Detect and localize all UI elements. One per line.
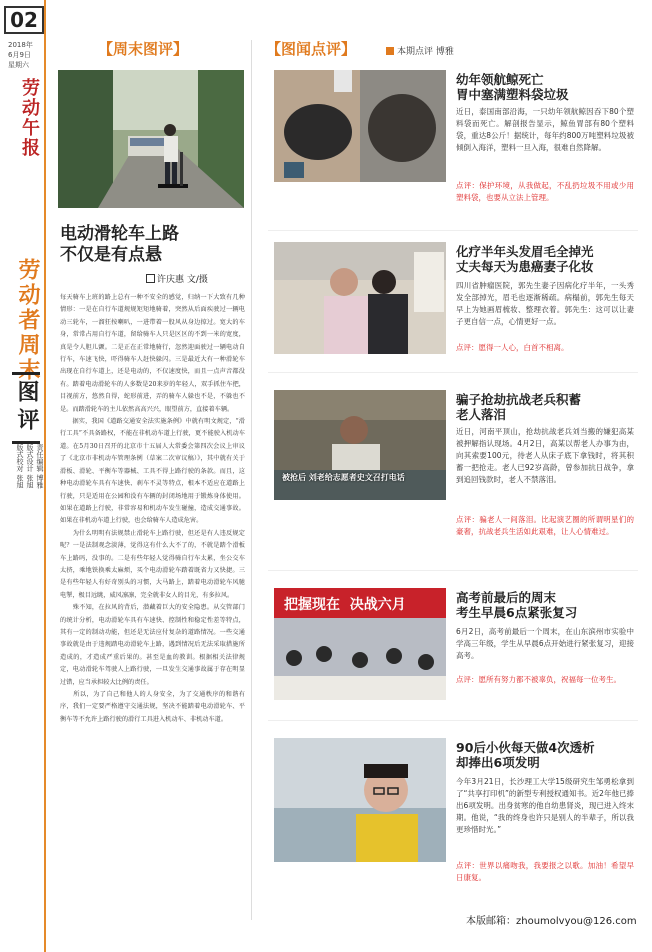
sidebar — [0, 0, 48, 952]
news-body-1: 近日，泰国南部沿海，一只幼年领航鲸因吞下80个塑料袋而死亡。解剖报告显示，鲸鱼胃部有80个塑料袋，重达8公斤！据统计，每年约800万吨塑料垃圾被倾倒入海洋，塑料一旦入海，很难自然降解。 — [456, 107, 634, 152]
news-comment-5: 点评：世界以痛吻我，我要报之以歌。加油！希望早日康复。 — [456, 861, 634, 882]
news-body-5: 今年3月21日，长沙理工大学15级研究生邹勇松拿到了“共享打印机”的新型专利授权通知书。近2年他已捧出6项发明。出身贫寒的他自幼患肾炎，现已进入终末期。他说，“我的终身也许只是别人的半辈子，所以我更珍惜时光。” — [456, 777, 634, 834]
news-separator — [268, 230, 638, 231]
news-title-3: 骗子抢劫抗战老兵积蓄 老人落泪 — [456, 392, 582, 422]
main-article-body: 每天骑车上班的路上总有一种不安全的感觉，归纳一下大致有几种情形：一是在自行车道规规矩矩地骑着，突然从后面疾驶过一辆电动三轮车，一溜狂按喇叭，一进带着一股风从身边掠过。宽大的车身，常常占用自行车道，留给骑车人只是区区的不到一米的宽度，真是令人胆儿颤。二是正在正常地骑行，忽然迎面驶过一辆电动自行车，车速飞快，吓得骑车人赶快躲闪。三是最近大有一种滑轮车出现在自行车道上，还是电动的，不仅速度快，而且一点声音都没有。踏着电动滑轮车的人多数是20来岁的年轻人，双手抓住车把，目视前方，悠然自得，蛇形前进，弄的骑车人躲也不是，不躲也不是。而踏滑轮车的主儿依然高高兴兴，眼望前方，直接着车辆。 据实，我国《道路交通安全法实施条例》中就有明文规定，“滑行工具”不具备路权，不能在非机动车道上行驶，更不能驶入机动车道。在5月30日召开的北京市十五届人大常委会第四次会议上审议了《北京市非机动车管理条例（草案二次审议稿）》，其中就有关于滑板、滑轮、平衡车等器械、工具不得上路行驶的条款。而且，这种电动滑轮车具有车速快、刹车不灵等特点，根本不适应在道路上行驶，只是适用在公园和没有车辆的封闭场地用于锻炼身体使用。如果在道路上行驶，非常容易和机动车发生碰撞，造成交通事故。如果在非机动车道上行驶，也会给骑车人造成危害。 为什么明明有法规禁止滑轮车上路行驶，但还是有人违反规定呢？一是法制观念淡薄，觉得这有什么大不了的，不就是踏个滑板车上路吗，没事的。二是有些年轻人觉得骑自行车太累，坐公交车太挤，乘地铁换乘太麻烦，买个电动滑轮车踏着既省力又快捷。三是有些年轻人有好奇别头的习惯，大马路上，踏着电动滑轮车风驰电掣，极目远眺，威风凛凛，完全就非女人的目光，有多拉风。 殊不知，在拉风的背后，潜藏着巨大的安全隐患。从交管部门的统计分析，电动滑轮车具有车速快、控制性和稳定性差等特点，其有一定的制动功能，但还是无法应付复杂的道路情况。一些交通事故就是由于违规踏电动滑轮车上路，遇到情况后无法采取措施所造成的，才造成严重后果的。甚至是血的教训。根据相关法律规定，电动滑轮车驾驶人上路行驶，一旦发生交通事故属于存在明显过错，应当承担较大比例的责任。 所以，为了自己和他人的人身安全，为了交通秩序的和谐有序，我们一定要严格遵守交通法规，坚决不能踏着电动滑轮车、平衡车等不允许上路行驶的滑行工具进入机动车、非机动车道。 — [60, 294, 245, 723]
main-article-byline: 许庆惠 文/摄 — [146, 272, 208, 285]
news-comment-3: 点评：骗老人一间落泪。比起演艺圈的所谓明星们的豪奢，抗战老兵生活如此艰难，让人心情难过。 — [456, 515, 634, 536]
news-separator — [268, 372, 638, 373]
news-separator — [268, 570, 638, 571]
news-title-5: 90后小伙每天做4次透析 却捧出6项发明 — [456, 740, 595, 770]
main-article-headline: 电动滑轮车上路 不仅是有点悬 — [60, 224, 179, 265]
section-title-left: 【周末图评】 — [98, 40, 189, 58]
news-photo-veteran — [274, 390, 446, 500]
section-title-right: 【图闻点评】 — [266, 40, 357, 58]
inventor-portrait-photo — [274, 738, 446, 862]
main-article-photo — [58, 70, 244, 208]
page-number: 02 — [4, 6, 44, 34]
footer-email: 本版邮箱：zhoumolvyou@126.com — [466, 916, 637, 927]
news-title-4: 高考前最后的周末 考生早晨6点紧张复习 — [456, 590, 578, 620]
street-scooter-photo — [58, 70, 244, 208]
veteran-photo — [274, 390, 446, 500]
date-line: 2018年 6月9日 星期六 — [8, 41, 33, 69]
news-body-4: 6月2日，高考前最后一个周末，在山东滨州市实验中学高三年级，学生从早晨6点开始进行紧张复习，迎接高考。 — [456, 627, 634, 660]
editor-credits: 责任编辑 博雅 版式设计 张旭 版式校对 张旭 — [16, 444, 44, 489]
news-title-1: 幼年领航鲸死亡 胃中塞满塑料袋垃圾 — [456, 72, 569, 102]
news-comment-4: 点评：愿所有努力都不被辜负，祝福每一位考生。 — [456, 675, 621, 684]
section-eyebrow: 本期点评 博雅 — [386, 44, 454, 57]
news-body-3: 近日，河南平顶山，抢劫抗战老兵刘当搬的嫌犯高某被押解指认现场。4月2日，高某以帮老人办事为由，向其索要100元，待老人从床子底下拿钱时，将其积蓄一把抢走。老人已92岁高龄，曾参加抗日战争，拿到追回钱款时，老人不禁落泪。 — [456, 427, 634, 484]
husband-makeup-photo — [274, 242, 446, 354]
gaokao-banner-text: 把握现在 决战六月 — [284, 597, 406, 613]
news-comment-2: 点评：愿得一人心，白首不相离。 — [456, 343, 569, 352]
newspaper-logo: 劳动午报 — [19, 78, 40, 158]
news-separator — [268, 720, 638, 721]
section-box-label: 图评 — [12, 372, 40, 444]
email-link[interactable]: zhoumolvyou@126.com — [516, 916, 637, 927]
news-body-2: 四川省肿瘤医院，郭先生妻子因病化疗半年，一头秀发全部掉光，眉毛也逐渐稀疏。病榻前，郭先生每天早上为她画眉梳妆、整理衣着。郭先生：这可以让妻子更自信一点，心情更好一点。 — [456, 281, 634, 326]
weekly-label: 劳动者周末 — [15, 258, 40, 383]
news-title-2: 化疗半年头发眉毛全掉光 丈夫每天为患癌妻子化妆 — [456, 244, 594, 274]
news-comment-1: 点评：保护环境，从我做起，不乱扔垃圾不用或少用塑料袋，也要从立法上管理。 — [456, 181, 634, 202]
veteran-photo-caption: 被抢后 刘老给志愿者史文召打电话 — [282, 473, 405, 482]
news-photo-whale — [274, 70, 446, 182]
whale-plastic-photo — [274, 70, 446, 182]
column-divider — [251, 40, 252, 920]
sidebar-divider — [44, 0, 46, 952]
news-photo-inventor — [274, 738, 446, 862]
news-photo-cancer — [274, 242, 446, 354]
